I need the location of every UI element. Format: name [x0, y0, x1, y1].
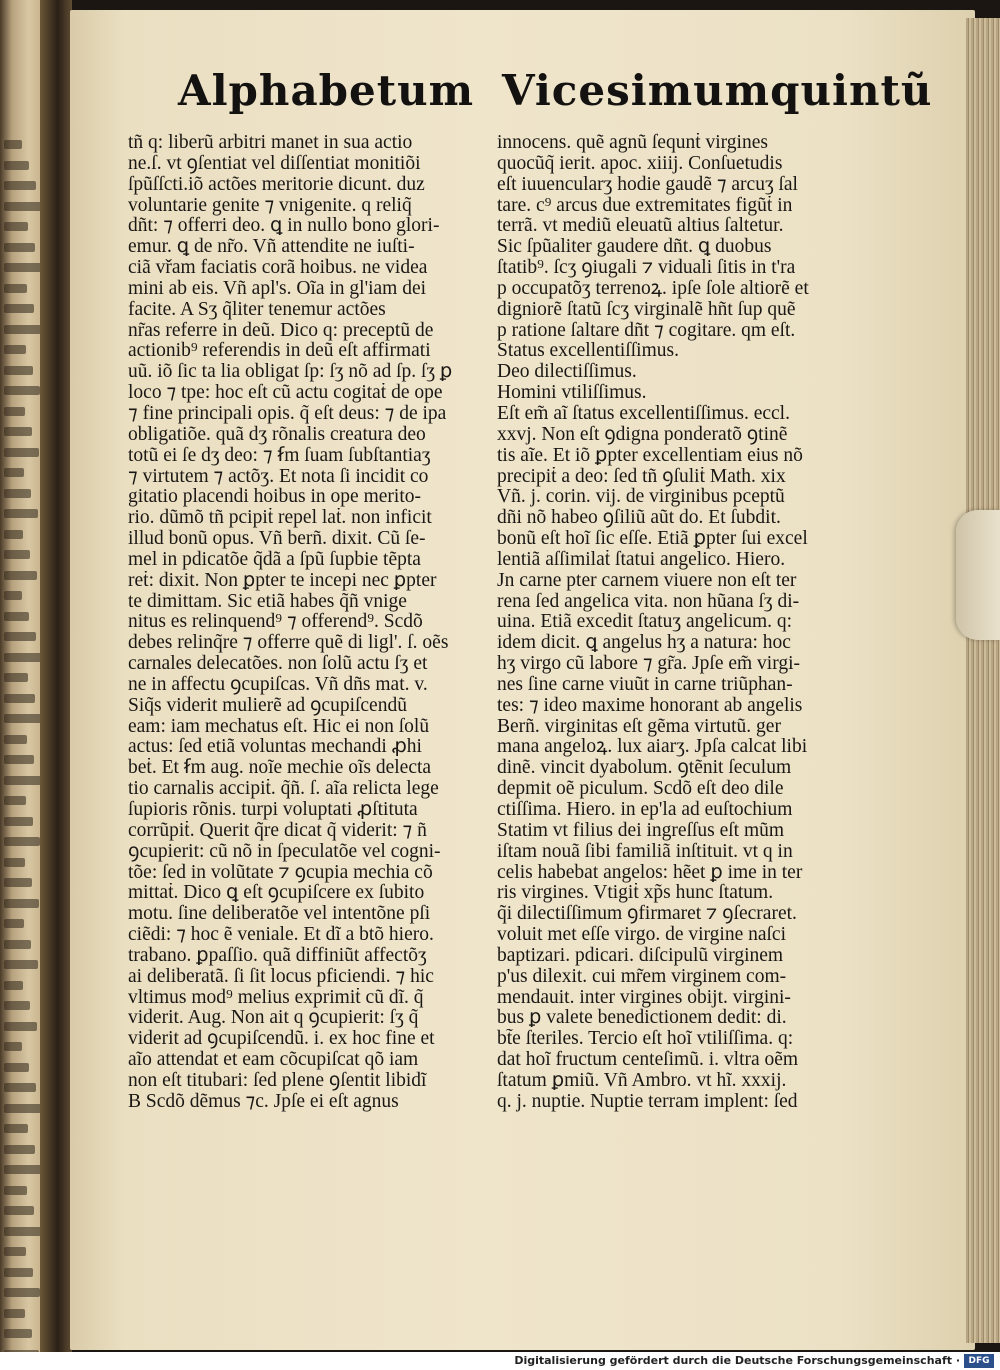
- text-line: dat hoĩ fructum centeſimũ. i. vltra oẽm: [497, 1050, 799, 1071]
- facing-page-text-fragment: [4, 1247, 26, 1256]
- text-line: xxvj. Non eſt ꝯdigna ponderatõ ꝯtinẽ: [497, 424, 788, 445]
- facing-page-text-fragment: [4, 571, 37, 580]
- text-line: ſtatib⁹. ſcʒ ꝯiugali ⁊ viduali ſitis in t'ra: [497, 258, 796, 279]
- text-line: terrã. vt mediũ eleuatũ altius ſaltetur.: [497, 216, 784, 237]
- text-line: Status excellentiſſimus.: [497, 341, 679, 362]
- facing-page-text-fragment: [4, 427, 32, 436]
- text-line: motu. ſine deliberatõe vel intentõne pſi: [128, 904, 431, 925]
- text-line: nitus es relinquend⁹ ⁊ offerend⁹. Scdõ: [128, 612, 423, 633]
- facing-page-text-fragment: [4, 1063, 29, 1072]
- facing-page-text-fragment: [4, 919, 24, 928]
- text-line: dñt: ⁊ offerri deo. ꝗ in nullo bono glori-: [128, 216, 440, 237]
- text-line: p occupatõʒ terrenoꝝ. ipſe ſole altiorẽ et: [497, 278, 809, 299]
- facing-page-text-fragment: [4, 222, 28, 231]
- facing-page-text-fragment: [4, 325, 41, 334]
- text-line: Eſt em̃ aĩ ſtatus excellentiſſimus. eccl.: [497, 403, 790, 424]
- text-line: emur. ꝗ de nr̃o. Vñ attendite ne iuſti-: [128, 237, 415, 258]
- text-line: facite. A Sʒ q̃liter tenemur actões: [128, 299, 386, 320]
- text-line: mini ab eis. Vñ apl's. Oĩa in gl'iam dei: [128, 278, 427, 299]
- facing-page-text-fragment: [4, 673, 28, 682]
- facing-page-text-fragment: [4, 1022, 37, 1031]
- text-line: mendauit. inter virgines obijt. virgini-: [497, 987, 791, 1008]
- facing-page-text-fragment: [4, 407, 25, 416]
- text-line: ⁊ virtutem ⁊ actõʒ. Et nota ſi incidit co: [128, 466, 429, 487]
- text-line: ſtatum ꝑmiũ. Vñ Ambro. vt hĩ. xxxij.: [497, 1070, 787, 1091]
- text-line: non eſt titubari: ſed plene ꝯſentit libidĩ: [128, 1070, 427, 1091]
- facing-page-text-fragment: [4, 591, 22, 600]
- text-line: ne in affectu ꝯcupiſcas. Vñ dñs mat. v.: [128, 674, 428, 695]
- text-line: idem dicit. ꝗ angelus hʒ a natura: hoc: [497, 633, 791, 654]
- text-line: gitatio placendi hoibus in ope merito-: [128, 487, 421, 508]
- text-line: totũ ei ſe dʒ deo: ⁊ ẜm ſuam ſubſtantiaʒ: [128, 445, 431, 466]
- text-line: hʒ virgo cũ labore ⁊ gr̃a. Jpſe em̃ virgi-: [497, 654, 801, 675]
- text-line: Homini vtiliſſimus.: [497, 383, 647, 404]
- text-line: Jn carne pter carnem viuere non eſt ter: [497, 570, 797, 591]
- facing-page-text-fragment: [4, 530, 23, 539]
- facing-page-text-fragment: [4, 366, 33, 375]
- text-line: lentiã aſſimilaṫ ſtatui angelico. Hiero.: [497, 549, 786, 570]
- text-line: mel in pdicatõe q̃dã a ſpũ ſupbie tẽpta: [128, 549, 421, 570]
- text-line: tio carnalis accipiṫ. q̃ñ. ſ. aĩa relicta lege: [128, 779, 439, 800]
- text-line: vltimus mod⁹ melius exprimiṫ cũ dĩ. q̃: [128, 987, 424, 1008]
- facing-page-text-fragment: [4, 1288, 40, 1297]
- text-line: nes ſine carne viuũt in carne triũphan-: [497, 674, 793, 695]
- facing-page-text-fragment: [4, 940, 31, 949]
- text-line: Sic ſpũaliter gaudere dñt. ꝗ duobus: [497, 237, 772, 258]
- text-line: dinẽ. vincit dyabolum. ꝯtẽnit ſeculum: [497, 758, 792, 779]
- facing-page-text-fragment: [4, 243, 35, 252]
- text-line: tõe: ſed in volũtate ⁊ ꝯcupia mechia cõ: [128, 862, 433, 883]
- facing-page-text-fragment: [4, 878, 32, 887]
- text-line: ctiſſima. Hiero. in ep'la ad euſtochium: [497, 800, 793, 820]
- text-line: Statim vt filius dei ingreſſus eſt mũm: [497, 820, 785, 841]
- text-line: quocũq̃ ierit. apoc. xiiij. Conſuetudis: [497, 153, 783, 174]
- text-line: te dimittam. Sic etiã habes q̃ñ vnige: [128, 591, 407, 612]
- text-line: nr̃as referre in deũ. Dico q: preceptũ de: [128, 320, 434, 341]
- text-line: depmit oẽ piculum. Scdõ eſt deo dile: [497, 779, 784, 800]
- facing-page-text-fragment: [4, 694, 35, 703]
- facing-page-text-fragment: [4, 1329, 32, 1338]
- text-line: ris virgines. Vtigiṫ xp̃s hunc ſtatum.: [497, 883, 774, 904]
- text-line: Berñ. virginitas eſt gẽma virtutũ. ger: [497, 716, 781, 737]
- facing-page-text-fragment: [4, 1145, 35, 1154]
- facing-page-text-fragment: [4, 714, 42, 723]
- text-line: dñi nõ habeo ꝯſiliũ aũt do. Et ſubdit.: [497, 508, 781, 529]
- facing-page-text-fragment: [4, 304, 34, 313]
- text-line: ſpũſſcti.iõ actões meritorie dicunt. duz: [128, 174, 425, 195]
- facing-page-text-fragment: [4, 817, 33, 826]
- text-line: reṫ: dixit. Non ꝑpter te incepi nec ꝑpter: [128, 570, 437, 591]
- facing-page-text-fragment: [4, 345, 26, 354]
- facing-page-text-fragment: [4, 140, 22, 149]
- facing-page-text-fragment: [4, 1083, 36, 1092]
- dfg-logo: DFG: [964, 1354, 994, 1368]
- facing-page-text-fragment: [4, 386, 40, 395]
- facing-page-text-fragment: [4, 1165, 42, 1174]
- facing-page-text-fragment: [4, 735, 27, 744]
- text-line: viderit ad ꝯcupiſcendũ. i. ex hoc fine et: [128, 1029, 435, 1050]
- text-line: B Scdõ dẽmus ⁊c. Jpſe ei eſt agnus: [128, 1091, 399, 1112]
- facing-page-text-fragment: [4, 960, 38, 969]
- facing-page-text-fragment: [4, 612, 29, 621]
- text-line: carnales delecatões. non ſolũ actu ſʒ et: [128, 654, 428, 675]
- text-line: viderit. Aug. Non ait q ꝯcupierit: ſʒ q̃: [128, 1008, 419, 1029]
- text-line: ꝯcupierit: cũ nõ in ſpeculatõe vel cogni-: [128, 841, 441, 862]
- text-line: trabano. ꝑpaſſio. quã diffiniũt affectõʒ: [128, 945, 427, 966]
- text-line: obligatiõe. quã dʒ rõnalis creatura deo: [128, 424, 426, 445]
- text-line: Vñ. j. corin. vij. de virginibus pceptũ: [497, 487, 785, 508]
- text-line: digniorẽ ſtatũ ſcʒ virginalẽ hñt ſup quẽ: [497, 299, 796, 320]
- running-head-right: Vicesimumquintũ: [502, 66, 933, 115]
- facing-page-text-fragment: [4, 755, 34, 764]
- facing-page-text-fragment: [4, 1124, 28, 1133]
- text-line: q. j. nuptie. Nuptie terram implent: ſed: [497, 1091, 798, 1112]
- book-clasp: [956, 510, 1000, 640]
- funding-footer: [0, 1352, 1000, 1370]
- text-line: tes: ⁊ ideo maxime honorant ab angelis: [497, 695, 803, 716]
- text-line: Deo dilectiſſimus.: [497, 362, 637, 383]
- text-line: uina. Etiã excedit ſtatuʒ angelicum. q:: [497, 612, 793, 633]
- text-line: actionib⁹ referendis in deũ eſt affirmati: [128, 341, 431, 362]
- text-line: mana angeloꝝ. lux aiarʒ. Jpſa calcat libi: [497, 737, 808, 758]
- text-line: corrũpiṫ. Querit q̃re dicat q̃ viderit: ⁊ ñ: [128, 820, 427, 841]
- text-line: tis aĩe. Et iõ ꝑpter excellentiam eius nõ: [497, 445, 803, 466]
- text-line: actus: ſed etiã voluntas mechandi ꝓhi: [128, 737, 422, 758]
- facing-page-text-fragment: [4, 858, 25, 867]
- text-line: debes relinq̃re ⁊ offerre quẽ di ligl'. ſ. oẽs: [128, 633, 449, 654]
- funding-text: Digitalisierung gefördert durch die Deutsche Forschungsgemeinschaft ·: [514, 1354, 960, 1367]
- facing-page-text-fragment: [4, 837, 40, 846]
- facing-page-text-fragment: [4, 1042, 22, 1051]
- text-line: ſupioris rõnis. turpi voluptati ꝓſtituta: [128, 800, 418, 820]
- text-line: voluntarie genite ⁊ vnigenite. q reliq̃: [128, 195, 412, 216]
- facing-page-text-fragment: [4, 202, 43, 211]
- text-line: Siq̃s viderit mulierẽ ad ꝯcupiſcendũ: [128, 695, 407, 716]
- facing-page-text-fragment: [4, 181, 36, 190]
- text-line: iſtam nouã ſibi familiã inſtituit. vt q in: [497, 841, 793, 862]
- text-line: bonũ eſt hoĩ ſic eſſe. Etiã ꝑpter ſui excel: [497, 529, 808, 550]
- facing-page-text-fragment: [4, 468, 24, 477]
- text-line: mittaṫ. Dico ꝗ eſt ꝯcupiſcere ex ſubito: [128, 883, 425, 904]
- text-line: ⁊ fine principali opis. q̃ eſt deus: ⁊ de ipa: [128, 403, 447, 424]
- text-line: bt̃e ſteriles. Tercio eſt hoĩ vtiliſſima. q:: [497, 1029, 794, 1050]
- facing-page-text-fragment: [4, 1227, 41, 1236]
- text-line: beṫ. Et ẜm aug. noĩe mechie oĩs delecta: [128, 758, 432, 779]
- text-line: eam: iam mechatus eſt. Hic ei non ſolũ: [128, 716, 430, 737]
- facing-page-text-fragment: [4, 1206, 34, 1215]
- text-column-right: [497, 133, 831, 1113]
- text-line: precipiṫ a deo: ſed tñ ꝯſuliṫ Math. xix: [497, 466, 786, 487]
- facing-page-text-fragment: [4, 448, 39, 457]
- text-line: ai deliberatã. ſi ſit locus pficiendi. ⁊ hic: [128, 966, 434, 987]
- facing-page-text-fragment: [4, 796, 26, 805]
- text-line: rio. dũmõ tñ pcipiṫ repel laṫ. non inficit: [128, 508, 432, 529]
- text-line: illud bonũ opus. Vñ berñ. dixit. Cũ ſe-: [128, 529, 426, 550]
- text-line: celis habebat angelos: hẽet ꝑ ime in ter: [497, 862, 803, 883]
- facing-page-text-fragment: [4, 161, 29, 170]
- text-line: ciẽdi: ⁊ hoc ẽ veniale. Et dĩ a btõ hiero.: [128, 925, 434, 946]
- book-gutter: [40, 0, 72, 1352]
- text-line: bus ꝑ valete benedictionem dedit: di.: [497, 1008, 787, 1029]
- text-line: baptizari. pdicari. diſcipulũ virginem: [497, 945, 784, 966]
- text-line: uũ. iõ ſic ta lia obligat ſp: ſʒ nõ ad ſp. ſʒ ꝑ: [128, 362, 453, 383]
- facing-page-text-fragment: [4, 284, 27, 293]
- page-edges: [966, 18, 1000, 1343]
- facing-page-text-fragment: [4, 1186, 27, 1195]
- text-line: p ratione ſaltare dñt ⁊ cogitare. qm eſt.: [497, 320, 796, 341]
- facing-page-text-fragment: [4, 981, 23, 990]
- text-line: eſt iuuencularʒ hodie gaudẽ ⁊ arcuʒ ſal: [497, 174, 798, 195]
- facing-page-text-fragment: [4, 550, 30, 559]
- facing-page-text-fragment: [4, 1309, 25, 1318]
- text-line: rena ſed angelica vita. non hũana ſʒ di-: [497, 591, 800, 612]
- text-line: p'us dilexit. cui mr̃em virginem com-: [497, 966, 787, 987]
- text-line: innocens. quẽ agnũ ſequnṫ virgines: [497, 133, 768, 153]
- text-line: aĩo attendat et eam cõcupiſcat qõ iam: [128, 1050, 419, 1071]
- facing-page-text-fragment: [4, 653, 43, 662]
- text-line: voluit met eſſe virgo. de virgine naſci: [497, 925, 787, 946]
- facing-page-text-fragment: [4, 263, 42, 272]
- facing-page-text-fragment: [4, 776, 41, 785]
- facing-page-text-fragment: [4, 1104, 43, 1113]
- facing-page-text-fragment: [4, 1268, 33, 1277]
- facing-page-text-fragment: [4, 899, 39, 908]
- text-line: q̃i dilectiſſimum ꝯfirmaret ⁊ ꝯſecraret.: [497, 904, 797, 925]
- text-line: tare. c⁹ arcus due extremitates figũṫ in: [497, 195, 793, 216]
- facing-page-text-fragment: [4, 509, 38, 518]
- text-line: ne.ſ. vt ꝯſentiat vel diſſentiat monitiõi: [128, 153, 421, 174]
- text-line: loco ⁊ tpe: hoc eſt cũ actu cogitaṫ de ope: [128, 383, 443, 404]
- running-head-left: Alphabetum: [178, 66, 475, 115]
- text-column-left: [128, 133, 458, 1113]
- text-line: ciã vřam faciatis corã hoibus. ne videa: [128, 258, 428, 279]
- text-line: tñ q: liberũ arbitri manet in sua actio: [128, 133, 413, 153]
- facing-page-text-fragment: [4, 1001, 30, 1010]
- facing-page-text-fragment: [4, 489, 31, 498]
- facing-page-text-fragment: [4, 632, 36, 641]
